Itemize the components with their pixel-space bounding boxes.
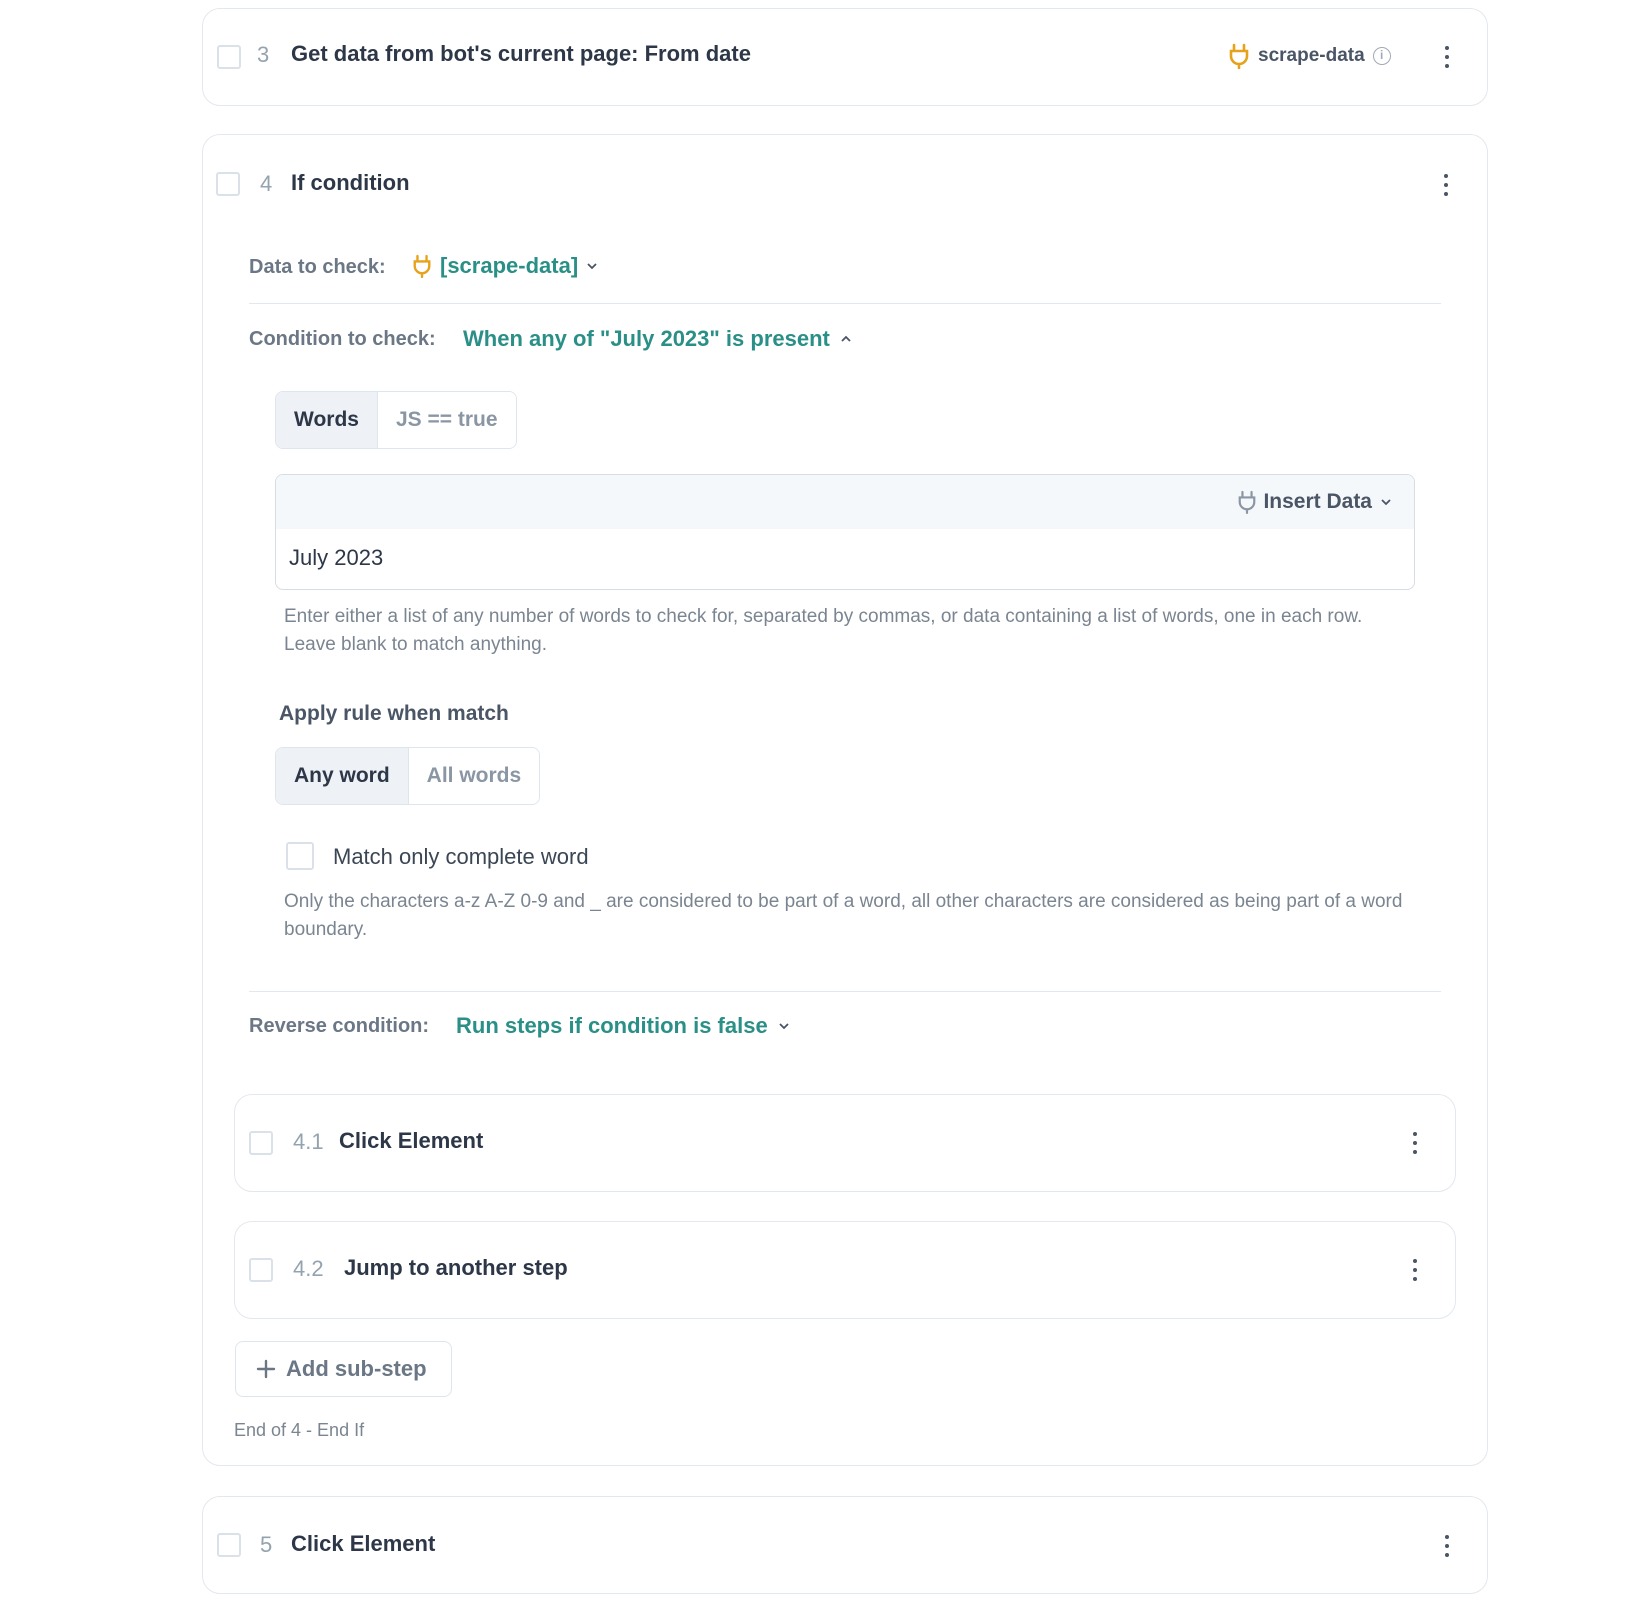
substep-card-4-1: [234, 1094, 1456, 1192]
tab-all-words[interactable]: All words: [409, 748, 540, 804]
plug-icon: [1237, 490, 1257, 514]
add-substep-button[interactable]: [235, 1341, 452, 1397]
complete-word-checkbox[interactable]: [286, 842, 314, 870]
step-checkbox[interactable]: [217, 45, 241, 69]
kebab-menu-icon[interactable]: [1437, 1526, 1457, 1566]
plus-icon: [256, 1359, 276, 1379]
plug-icon: [412, 254, 432, 278]
words-help-text: Enter either a list of any number of words to check for, separated by commas, or data containing a list of words, one in each row. Leave blank to match anything.: [284, 606, 1363, 655]
editor-toolbar: [276, 475, 1414, 529]
chevron-down-icon: [1380, 498, 1392, 506]
step-number: 4.1: [293, 1129, 324, 1154]
step-checkbox[interactable]: [217, 1533, 241, 1557]
plug-icon: [1228, 43, 1250, 69]
condition-label: Condition to check:: [249, 328, 436, 350]
apply-rule-label: Apply rule when match: [279, 702, 509, 725]
step-title[interactable]: Get data from bot's current page: From date: [291, 41, 751, 66]
kebab-menu-icon[interactable]: [1436, 165, 1456, 205]
insert-data-button[interactable]: [1237, 490, 1392, 514]
condition-selector[interactable]: [463, 326, 852, 352]
step-title[interactable]: Jump to another step: [344, 1255, 568, 1280]
step-tag-label: scrape-data: [1258, 45, 1365, 66]
divider: [249, 991, 1441, 992]
step-title[interactable]: If condition: [291, 170, 410, 195]
complete-word-help-text: Only the characters a-z A-Z 0-9 and _ are considered to be part of a word, all other characters are considered as being part of a word boundary.: [284, 891, 1403, 940]
step-title[interactable]: Click Element: [291, 1531, 436, 1556]
chevron-up-icon: [840, 335, 852, 343]
kebab-menu-icon[interactable]: [1437, 37, 1457, 77]
step-checkbox[interactable]: [249, 1131, 273, 1155]
words-editor: [275, 474, 1415, 590]
step-checkbox[interactable]: [216, 172, 240, 196]
match-mode-tabs: [275, 747, 540, 805]
reverse-value: Run steps if condition is false: [456, 1013, 768, 1038]
kebab-menu-icon[interactable]: [1405, 1123, 1425, 1163]
insert-data-label: Insert Data: [1263, 490, 1372, 513]
chevron-down-icon: [778, 1022, 790, 1030]
step-tag: [1228, 43, 1391, 69]
step-number: 5: [260, 1532, 273, 1557]
substep-card-4-2: [234, 1221, 1456, 1319]
condition-mode-tabs: [275, 391, 517, 449]
step-number: 4: [260, 171, 273, 196]
condition-value: When any of "July 2023" is present: [463, 326, 830, 351]
reverse-selector[interactable]: [456, 1013, 790, 1039]
end-note: End of 4 - End If: [234, 1420, 365, 1440]
tab-any-word[interactable]: Any word: [276, 748, 409, 804]
info-icon[interactable]: i: [1373, 47, 1391, 65]
step-number: 4.2: [293, 1256, 324, 1281]
data-to-check-label: Data to check:: [249, 256, 386, 278]
step-number: 3: [257, 42, 270, 67]
add-substep-label: Add sub-step: [286, 1356, 427, 1381]
data-to-check-selector[interactable]: [412, 253, 598, 279]
divider: [249, 303, 1441, 304]
kebab-menu-icon[interactable]: [1405, 1250, 1425, 1290]
tab-words[interactable]: Words: [276, 392, 378, 448]
step-checkbox[interactable]: [249, 1258, 273, 1282]
step-card-3: [202, 8, 1488, 106]
tab-js-true[interactable]: JS == true: [378, 392, 516, 448]
complete-word-label[interactable]: Match only complete word: [333, 844, 589, 869]
reverse-label: Reverse condition:: [249, 1015, 430, 1037]
step-card-5: [202, 1496, 1488, 1594]
words-input[interactable]: July 2023: [289, 545, 384, 570]
chevron-down-icon: [586, 262, 598, 270]
data-to-check-value: [scrape-data]: [440, 253, 579, 278]
step-title[interactable]: Click Element: [339, 1128, 484, 1153]
